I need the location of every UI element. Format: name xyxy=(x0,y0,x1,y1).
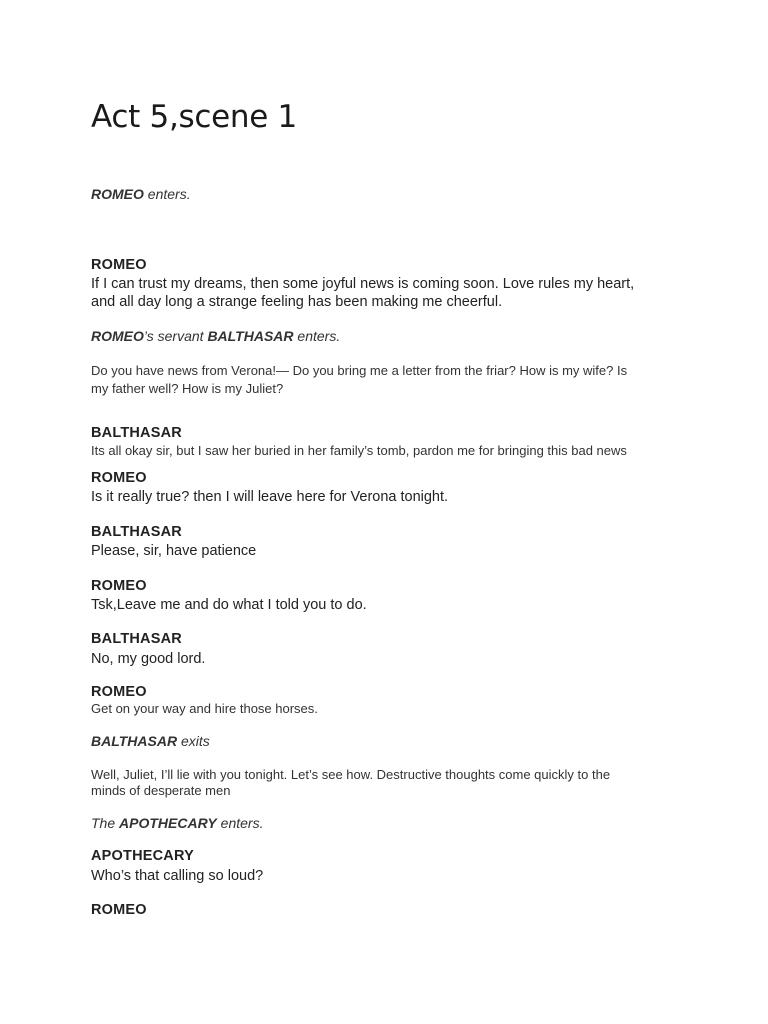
stage-direction xyxy=(91,328,340,344)
stage-text: enters. xyxy=(216,815,264,831)
stage-character-name: ROMEO xyxy=(91,328,144,344)
dialogue-line: If I can trust my dreams, then some joyful news is coming soon. Love rules my heart, xyxy=(91,276,635,292)
page-title: Act 5,scene 1 xyxy=(91,99,297,135)
dialogue-line: Is it really true? then I will leave here for Verona tonight. xyxy=(91,489,449,505)
stage-text: ’s servant xyxy=(143,328,208,344)
stage-character-name: APOTHECARY xyxy=(119,815,217,831)
speaker-name: APOTHECARY xyxy=(91,848,194,864)
stage-direction xyxy=(91,815,263,831)
dialogue-line: Do you have news from Verona!— Do you bring me a letter from the friar? How is my wife? Is xyxy=(91,363,628,378)
stage-character-name: BALTHASAR xyxy=(91,733,178,749)
dialogue-line: Who’s that calling so loud? xyxy=(91,868,264,884)
dialogue-line: Get on your way and hire those horses. xyxy=(91,701,318,716)
speaker-name: ROMEO xyxy=(91,257,147,273)
stage-character-name: ROMEO xyxy=(91,186,144,202)
speaker-name: ROMEO xyxy=(91,470,147,486)
stage-character-name: BALTHASAR xyxy=(207,328,294,344)
dialogue-line: Tsk,Leave me and do what I told you to do. xyxy=(91,597,367,613)
speaker-name: ROMEO xyxy=(91,578,147,594)
speaker-name: BALTHASAR xyxy=(91,631,182,647)
dialogue-line: No, my good lord. xyxy=(91,651,206,667)
speaker-name: BALTHASAR xyxy=(91,425,182,441)
dialogue-line: minds of desperate men xyxy=(91,783,231,798)
stage-direction xyxy=(91,186,191,202)
stage-text: exits xyxy=(177,733,210,749)
dialogue-line: Please, sir, have patience xyxy=(91,543,257,559)
stage-text: enters. xyxy=(293,328,341,344)
dialogue-line: my father well? How is my Juliet? xyxy=(91,381,284,396)
stage-direction xyxy=(91,733,210,749)
dialogue-line: and all day long a strange feeling has been making me cheerful. xyxy=(91,294,503,310)
stage-text: enters. xyxy=(143,186,191,202)
speaker-name: ROMEO xyxy=(91,684,147,700)
speaker-name: BALTHASAR xyxy=(91,524,182,540)
dialogue-line: Its all okay sir, but I saw her buried in her family’s tomb, pardon me for bringing this bad news xyxy=(91,443,627,458)
speaker-name: ROMEO xyxy=(91,902,147,918)
stage-text: The xyxy=(91,815,120,831)
dialogue-line: Well, Juliet, I’ll lie with you tonight. Let’s see how. Destructive thoughts come quickly to the xyxy=(91,767,611,782)
